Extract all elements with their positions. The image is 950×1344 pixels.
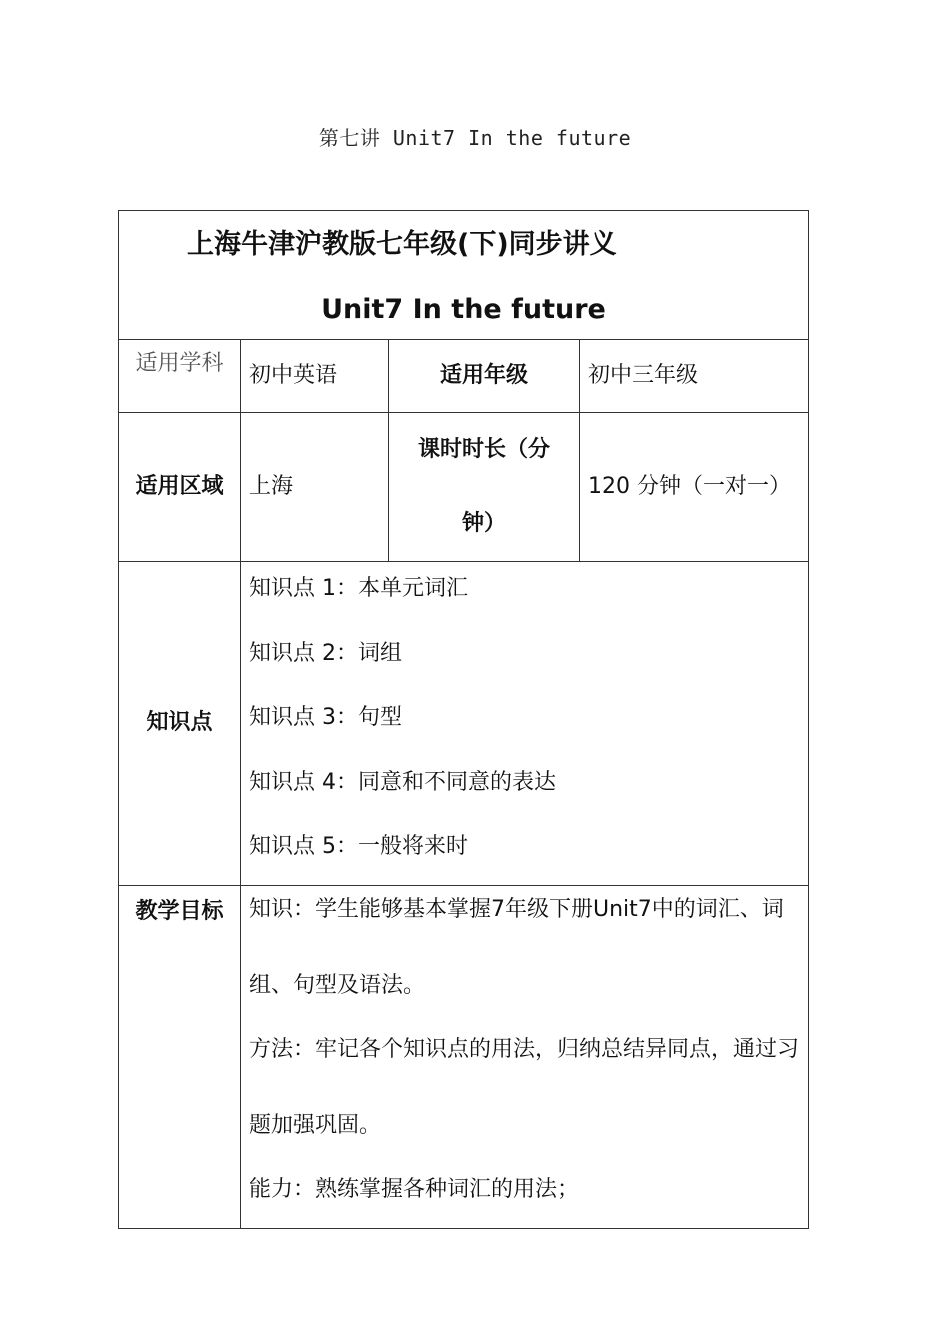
title-cell <box>119 211 809 340</box>
teaching-goal-item: 方法：牢记各个知识点的用法，归纳总结异同点，通过习题加强巩固。 <box>249 1036 800 1138</box>
knowledge-points-row <box>119 562 809 886</box>
duration-label <box>389 413 580 562</box>
duration-value: 120 分钟（一对一） <box>580 413 809 562</box>
subject-row <box>119 340 809 413</box>
unit-title: Unit7 In the future <box>321 294 606 325</box>
duration-label-line2: 钟） <box>461 511 506 536</box>
subject-label: 适用学科 <box>119 340 241 413</box>
teaching-goal-item: 能力：熟练掌握各种词汇的用法； <box>249 1176 580 1202</box>
knowledge-point-item: 知识点 1：本单元词汇 <box>249 576 468 601</box>
teaching-goals-label: 教学目标 <box>119 885 241 1228</box>
knowledge-points-label: 知识点 <box>119 562 241 886</box>
teaching-goals-row <box>119 885 809 1228</box>
page-title: 第七讲 Unit7 In the future <box>318 126 632 150</box>
knowledge-point-item: 知识点 4：同意和不同意的表达 <box>249 769 556 795</box>
knowledge-point-item: 知识点 5：一般将来时 <box>249 834 468 859</box>
grade-label: 适用年级 <box>389 340 580 413</box>
knowledge-point-item: 知识点 2：词组 <box>249 640 402 666</box>
knowledge-points-list <box>241 562 809 886</box>
region-value: 上海 <box>241 413 389 562</box>
lesson-info-table <box>118 210 809 1229</box>
handout-title: 上海牛津沪教版七年级(下)同步讲义 <box>187 228 617 260</box>
title-row <box>119 211 809 340</box>
teaching-goal-item: 知识：学生能够基本掌握7年级下册Unit7中的词汇、词组、句型及语法。 <box>249 896 784 998</box>
subject-value: 初中英语 <box>241 340 389 413</box>
knowledge-point-item: 知识点 3：句型 <box>249 705 402 730</box>
region-row <box>119 413 809 562</box>
duration-label-line1: 课时时长（分 <box>417 437 550 462</box>
teaching-goals-list <box>241 885 809 1228</box>
grade-value: 初中三年级 <box>580 340 809 413</box>
region-label: 适用区域 <box>119 413 241 562</box>
